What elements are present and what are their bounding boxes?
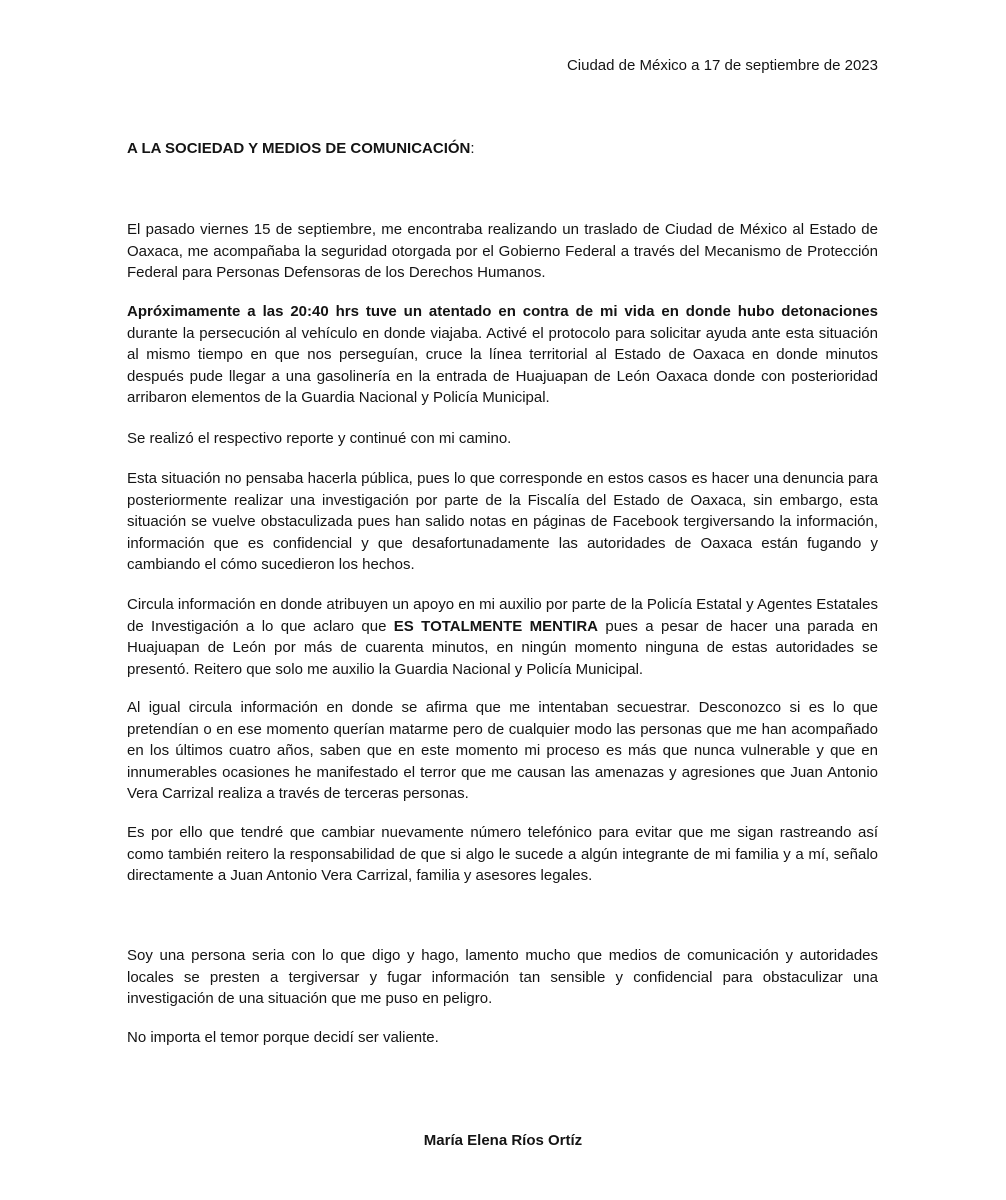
paragraph-report: Se realizó el respectivo reporte y continué con mi camino. [127,430,512,447]
paragraph-attack-bold: Apróximamente a las 20:40 hrs tuve un atentado en contra de mi vida en donde hubo detonaciones [127,303,878,320]
paragraph-clarification-end: pues a pesar de hacer una parada en Huajuapan de León por más de cuarenta minutos, en ningún momento ninguna de estas autoridades se presentó. Reitero que solo me auxilio la Guardia Nacional y Policía Municipal. [127,617,879,678]
signature-name: María Elena Ríos Ortíz [423,1132,583,1149]
paragraph-kidnapping: Al igual circula información en donde se afirma que me intentaban secuestrar. Desconozco si es lo que pretendían o en ese momento querían matarme pero de cualquier modo las personas que me han acompañado en los últimos cuatro años, saben que en este momento mi proceso es más que nunca vulnerable y que en innumerables ocasiones he manifestado el terror que me causan las amenazas y agresiones que Juan Antonio Vera Carrizal realiza a través de terceras personas. [127,699,878,802]
paragraph-closing: No importa el temor porque decidí ser valiente. [127,1029,439,1046]
salutation [127,138,475,159]
paragraph-attack [127,301,878,409]
salutation-colon: : [470,140,475,157]
paragraph-clarification [127,594,878,680]
paragraph-clarification-bold: ES TOTALMENTE MENTIRA [393,617,598,635]
paragraph-responsibility: Es por ello que tendré que cambiar nuevamente número telefónico para evitar que me sigan rastreando así como también reitero la responsabilidad de que si algo le sucede a algún integrante de mi familia y a mí, señalo directamente a Juan Antonio Vera Carrizal, familia y asesores legales. [127,824,878,884]
paragraph-seriousness: Soy una persona seria con lo que digo y hago, lamento mucho que medios de comunicación y autoridades locales se presten a tergiversar y fugar información tan sensible y confidencial para obstaculizar una investigación de una situación que me puso en peligro. [127,947,878,1007]
paragraph-situation: Esta situación no pensaba hacerla pública, pues lo que corresponde en estos casos es hacer una denuncia para posteriormente realizar una investigación por parte de la Fiscalía del Estado de Oaxaca, sin embargo, esta situación se vuelve obstaculizada pues han salido notas en páginas de Facebook tergiversando la información, información que es confidencial y que desafortunadamente las autoridades de Oaxaca están fugando y cambiando el cómo sucedieron los hechos. [127,470,878,573]
paragraph-travel: El pasado viernes 15 de septiembre, me encontraba realizando un traslado de Ciudad de México al Estado de Oaxaca, me acompañaba la seguridad otorgada por el Gobierno Federal a través del Mecanismo de Protección Federal para Personas Defensoras de los Derechos Humanos. [127,221,878,281]
date-line: Ciudad de México a 17 de septiembre de 2023 [566,57,878,74]
paragraph-clarification-start: Circula información en donde atribuyen un apoyo en mi auxilio por parte de la Policía Estatal y Agentes Estatales de Investigación a lo que aclaro que [127,596,878,635]
salutation-heading: A LA SOCIEDAD Y MEDIOS DE COMUNICACIÓN [127,140,471,157]
paragraph-attack-rest: durante la persecución al vehículo en donde viajaba. Activé el protocolo para solicitar ayuda ante esta situación al mismo tiempo en que nos perseguían, cruce la línea territorial al Estado de Oaxaca en donde minutos después pude llegar a una gasolinería en la entrada de Huajuapan de León Oaxaca donde con posterioridad arribaron elementos de la Guardia Nacional y Policía Municipal. [127,324,878,406]
